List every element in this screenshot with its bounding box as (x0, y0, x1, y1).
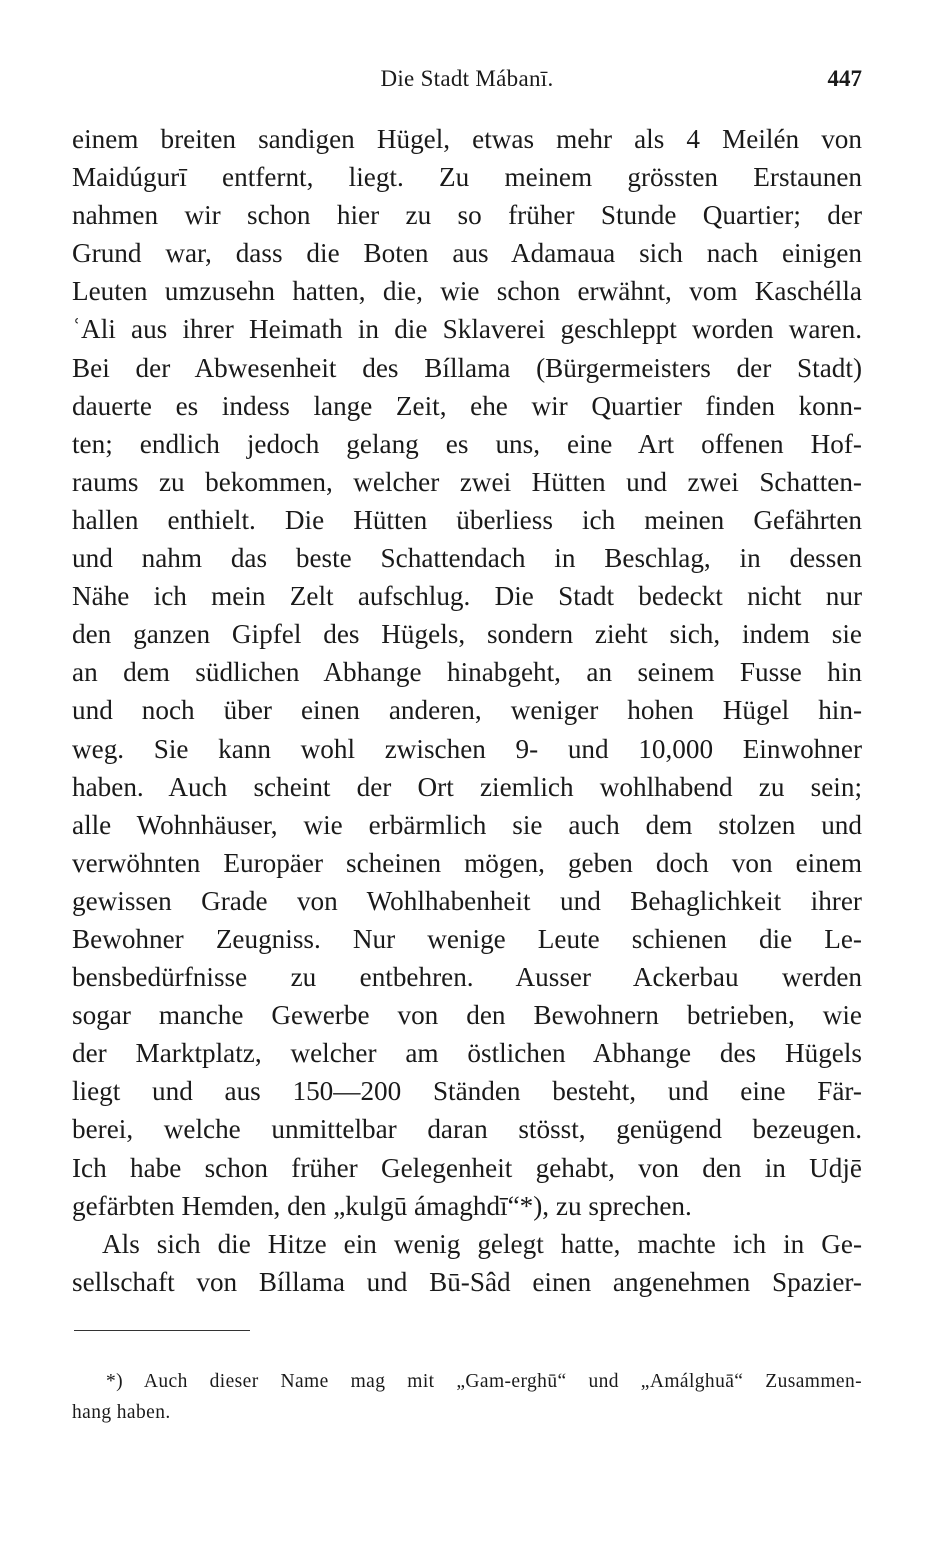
text-line: sogar manche Gewerbe von den Bewohnern betrieben, wie (72, 1000, 862, 1031)
body-text (72, 120, 862, 1301)
text-line: weg. Sie kann wohl zwischen 9- und 10,000 Einwohner (72, 733, 862, 764)
footnote-line: *) Auch dieser Name mag mit „Gam-erghū“ und „Amálghuā“ Zusammen- (106, 1371, 862, 1392)
text-line: an dem südlichen Abhange hinabgeht, an seinem Fusse hin (72, 657, 862, 688)
text-line: dauerte es indess lange Zeit, ehe wir Quartier finden konn- (72, 390, 862, 421)
text-line: einem breiten sandigen Hügel, etwas mehr als 4 Meilén von (72, 124, 862, 154)
text-line: ten; endlich jedoch gelang es uns, eine Art offenen Hof- (72, 428, 862, 459)
text-line-paragraph-start: Als sich die Hitze ein wenig gelegt hatte, machte ich in Ge- (102, 1228, 862, 1259)
text-line: gewissen Grade von Wohlhabenheit und Behaglichkeit ihrer (72, 885, 862, 916)
text-line: Maidúgurī entfernt, liegt. Zu meinem grössten Erstaunen (72, 162, 862, 193)
footnote-separator (74, 1330, 250, 1331)
page-number: 447 (827, 66, 862, 91)
text-line: Leuten umzusehn hatten, die, wie schon erwähnt, vom Kaschélla (72, 276, 862, 307)
text-line: gefärbten Hemden, den „kulgū ámaghdī“*), zu sprechen. (72, 1190, 692, 1221)
text-line: der Marktplatz, welcher am östlichen Abhange des Hügels (72, 1038, 862, 1069)
text-line: bensbedürfnisse zu entbehren. Ausser Ackerbau werden (72, 962, 862, 993)
text-line: raums zu bekommen, welcher zwei Hütten und zwei Schatten- (72, 466, 862, 497)
page-title: Die Stadt Mábanī. (380, 66, 554, 91)
text-line: Ich habe schon früher Gelegenheit gehabt, von den in Udjē (72, 1152, 862, 1183)
footnote-line: hang haben. (72, 1402, 171, 1423)
text-line: nahmen wir schon hier zu so früher Stunde Quartier; der (72, 200, 862, 231)
text-line: sellschaft von Bíllama und Bū-Sâd einen angenehmen Spazier- (72, 1266, 862, 1297)
text-line: Bewohner Zeugniss. Nur wenige Leute schienen die Le- (72, 923, 862, 954)
text-line: hallen enthielt. Die Hütten überliess ich meinen Gefährten (72, 504, 862, 535)
text-line: alle Wohnhäuser, wie erbärmlich sie auch dem stolzen und (72, 809, 862, 840)
text-line: und noch über einen anderen, weniger hohen Hügel hin- (72, 695, 862, 726)
text-line: berei, welche unmittelbar daran stösst, genügend bezeugen. (72, 1114, 862, 1145)
footnote (72, 1366, 862, 1428)
text-line: und nahm das beste Schattendach in Beschlag, in dessen (72, 543, 862, 574)
text-line: verwöhnten Europäer scheinen mögen, geben doch von einem (72, 847, 862, 878)
text-line: Nähe ich mein Zelt aufschlug. Die Stadt bedeckt nicht nur (72, 581, 862, 612)
text-line: liegt und aus 150—200 Ständen besteht, und eine Fär- (72, 1076, 862, 1107)
text-line: haben. Auch scheint der Ort ziemlich wohlhabend zu sein; (72, 771, 862, 802)
running-head (72, 64, 862, 94)
text-line: ʿAli aus ihrer Heimath in die Sklaverei geschleppt worden waren. (72, 314, 862, 345)
text-line: den ganzen Gipfel des Hügels, sondern zieht sich, indem sie (72, 619, 862, 650)
text-line: Grund war, dass die Boten aus Adamaua sich nach einigen (72, 238, 862, 269)
text-line: Bei der Abwesenheit des Bíllama (Bürgermeisters der Stadt) (72, 352, 862, 383)
